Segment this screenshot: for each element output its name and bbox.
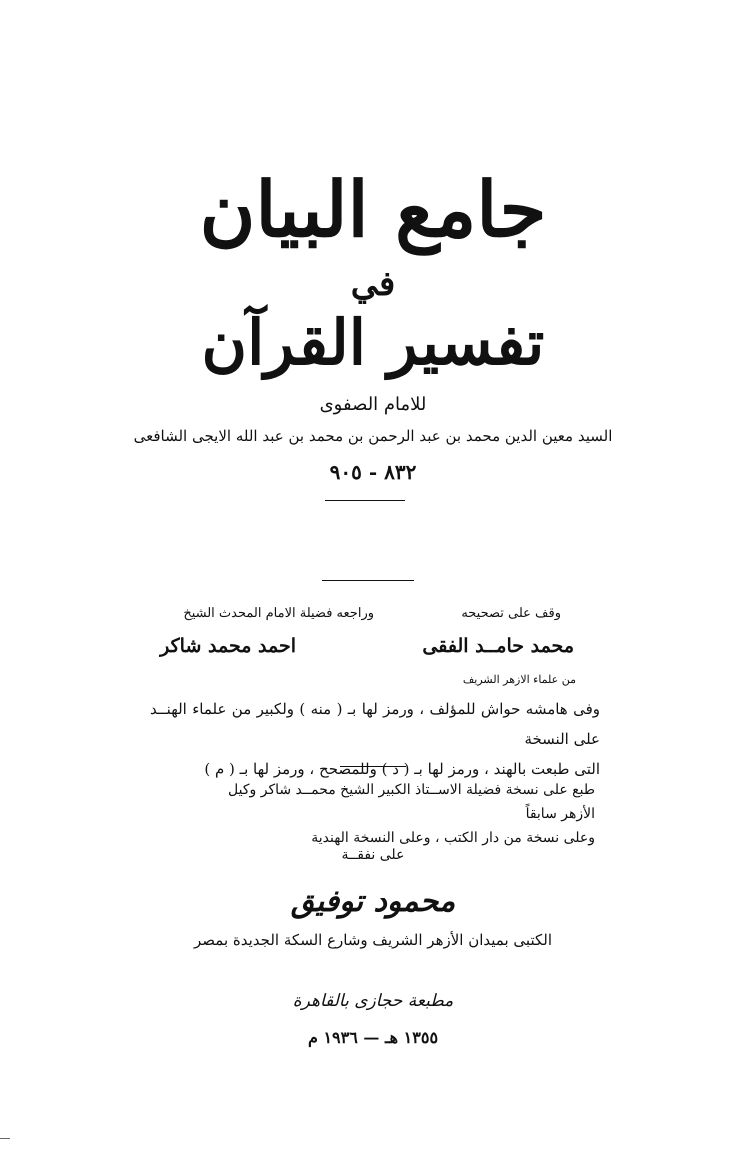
- author-label: للامام الصفوى: [319, 394, 427, 415]
- press-name: مطبعة حجازى بالقاهرة: [292, 991, 454, 1011]
- editor-left-name: احمد محمد شاكر: [160, 635, 296, 657]
- divider-rule: [340, 766, 406, 767]
- editor-right-label: وقف على تصحيحه: [461, 606, 561, 621]
- margin-note-line2: التى طبعت بالهند ، ورمز لها بـ ( د ) وللمصحح ، ورمز لها بـ ( م ): [204, 760, 600, 778]
- publication-date: ١٣٥٥ هـ — ١٩٣٦ م: [307, 1028, 439, 1047]
- margin-note: [150, 694, 600, 784]
- book-title-line2: تفسير القرآن: [201, 306, 545, 379]
- printing-note-line3: على نفقــة: [341, 847, 405, 863]
- book-title-line1: جامع البيان: [199, 165, 547, 254]
- publisher-name: محمود توفيق: [290, 884, 456, 919]
- divider-rule: [325, 500, 405, 501]
- edge-mark: [0, 1138, 10, 1139]
- printing-note-line2: وعلى نسخة من دار الكتب ، وعلى النسخة الهندية: [311, 830, 595, 846]
- editor-right-note: من علماء الازهر الشريف: [462, 673, 576, 686]
- printing-note-line1: طبع على نسخة فضيلة الاســتاذ الكبير الشيخ محمــد شاكر وكيل الأزهر سابقاً: [228, 782, 595, 822]
- editor-left-label: وراجعه فضيلة الامام المحدث الشيخ: [183, 606, 374, 621]
- publisher-address: الكتبى بميدان الأزهر الشريف وشارع السكة الجديدة بمصر: [194, 931, 552, 949]
- divider-rule: [322, 580, 414, 581]
- margin-note-line1: وفى هامشه حواش للمؤلف ، ورمز لها بـ ( منه ) ولكبير من علماء الهنــد على النسخة: [150, 700, 600, 748]
- printing-note: [195, 778, 595, 850]
- editor-right-name: محمد حامــد الفقى: [422, 635, 574, 657]
- book-title-fi: في: [350, 264, 396, 304]
- author-years: ٨٣٢ - ٩٠٥: [329, 460, 417, 484]
- author-full-name: السيد معين الدين محمد بن عبد الرحمن بن محمد بن عبد الله الايجى الشافعى: [133, 427, 613, 445]
